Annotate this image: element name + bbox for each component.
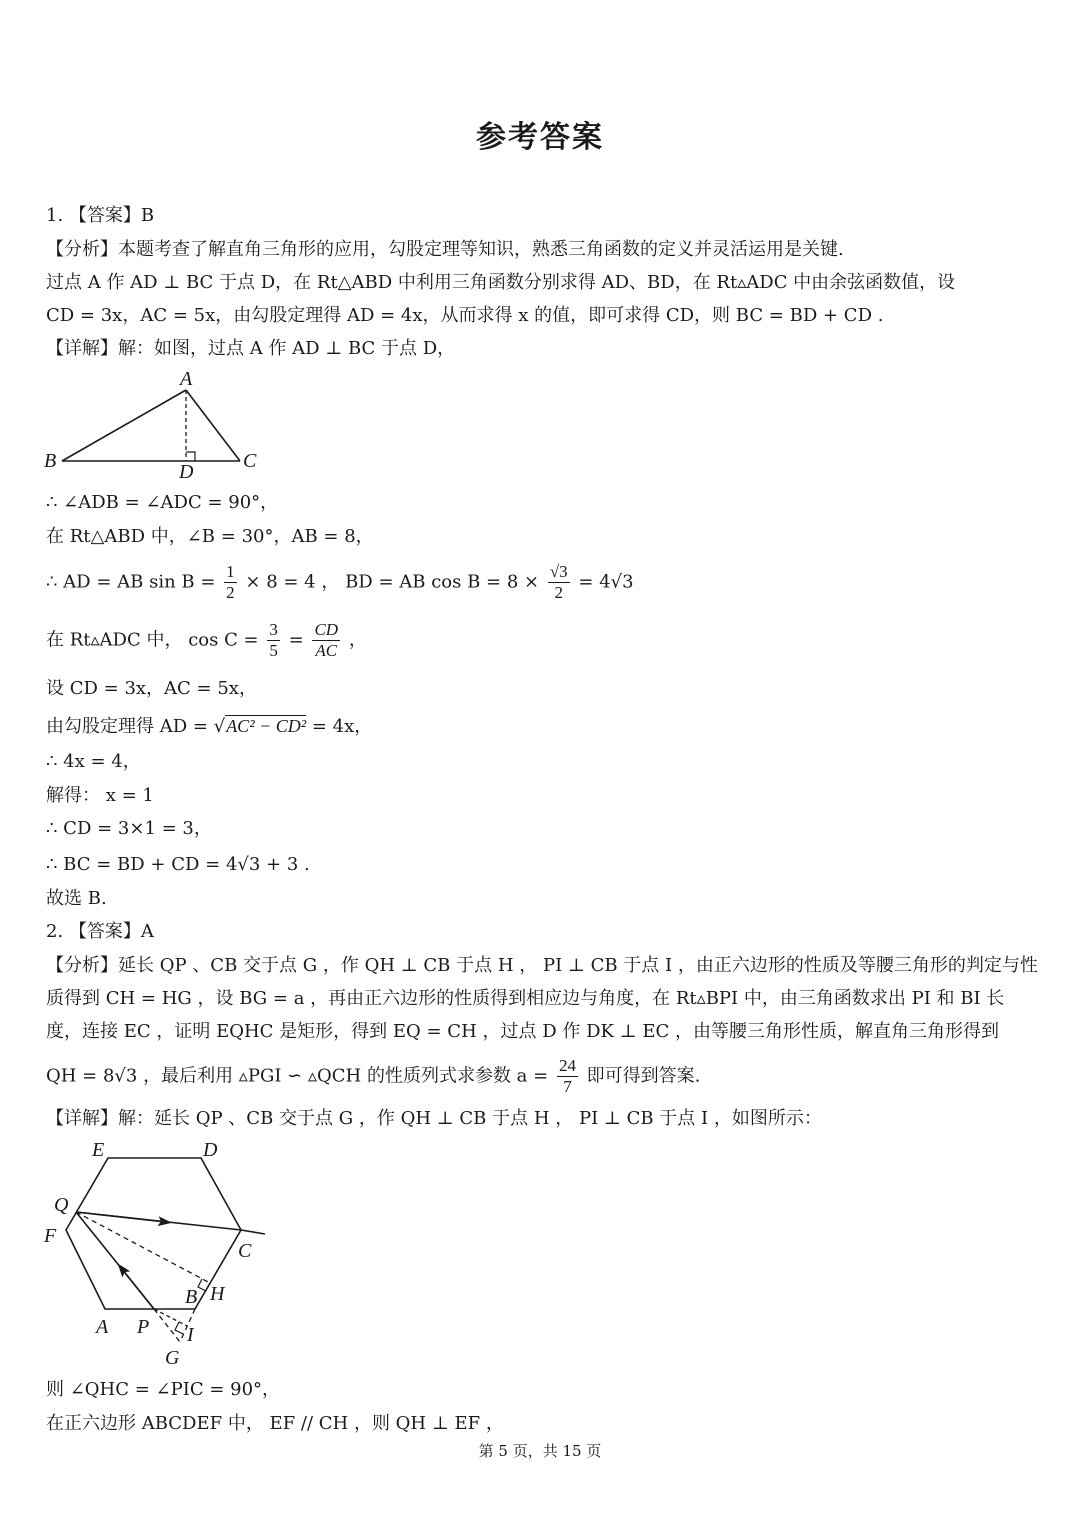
q1-step-6: [46, 714, 372, 739]
fraction-numerator: 3: [269, 620, 278, 639]
q1-analysis-line-2: 过点 A 作 AD ⊥ BC 于点 D，在 Rt△ABD 中利用三角函数分别求得 AD、BD，在 Rt▵ADC 中由余弦函数值，设: [46, 272, 956, 293]
q2-analysis-line-4-part-b: 即可得到答案.: [586, 1065, 701, 1087]
label-b: B: [185, 1286, 198, 1308]
label-p: P: [137, 1316, 150, 1338]
side-ab: [62, 390, 186, 461]
arrow-pq: [122, 1269, 154, 1309]
fraction-numerator: 24: [558, 1056, 576, 1075]
fraction-numerator: CD: [314, 620, 339, 639]
fraction-cd-over-ac: [312, 620, 340, 661]
label-b: B: [44, 450, 57, 472]
label-i: I: [187, 1324, 194, 1346]
q1-step-4-part-c: ，: [348, 629, 367, 651]
q2-analysis-line-1: 【分析】延长 QP 、CB 交于点 G ，作 QH ⊥ CB 于点 H ， PI ⊥ CB 于点 I ，由正六边形的性质及等腰三角形的判定与性: [46, 955, 1038, 976]
q1-step-4-part-b: =: [288, 629, 304, 651]
triangle-figure: [40, 366, 280, 486]
fraction-three-fifths: [267, 620, 280, 661]
q2-analysis-line-2: 质得到 CH = HG ，设 BG = a ，再由正六边形的性质得到相应边与角度，在 Rt▵BPI 中，由三角函数求出 PI 和 BI 长: [46, 988, 1005, 1009]
fraction-denominator: 5: [269, 641, 278, 660]
sqrt-radicand: AC² − CD²: [226, 716, 307, 736]
fraction-denominator: 7: [563, 1077, 572, 1096]
dashed-qh: [76, 1212, 210, 1283]
q1-step-5: 设 CD = 3x，AC = 5x，: [46, 678, 257, 699]
sqrt-sign: √: [213, 716, 226, 737]
q1-step-3: [46, 562, 634, 603]
q1-step-1: ∴ ∠ADB = ∠ADC = 90°，: [46, 492, 279, 513]
q2-analysis-line-4-part-a: QH = 8√3 ，最后利用 ▵PGI ∽ ▵QCH 的性质列式求参数 a =: [46, 1065, 549, 1087]
fraction-numerator: √3: [549, 562, 568, 581]
dashed-pg: [154, 1309, 180, 1342]
label-f: F: [44, 1225, 57, 1247]
hexagon-figure: [40, 1136, 300, 1376]
right-angle-mark: [186, 452, 195, 461]
label-d: D: [203, 1139, 218, 1161]
fraction-numerator: 1: [226, 562, 235, 581]
q1-step-6-part-a: 由勾股定理得 AD =: [46, 716, 208, 737]
q1-step-3-part-a: ∴ AD = AB sin B =: [46, 571, 216, 593]
q1-step-7: ∴ 4x = 4，: [46, 751, 141, 772]
line-extension-c: [241, 1230, 265, 1234]
label-d: D: [179, 461, 194, 483]
label-c: C: [243, 450, 257, 472]
q2-detail-intro: 【详解】解：延长 QP 、CB 交于点 G ，作 QH ⊥ CB 于点 H ， PI ⊥ CB 于点 I ，如图所示：: [46, 1108, 822, 1129]
fraction-root3-over-2: [548, 562, 570, 603]
page-title: 参考答案: [476, 120, 604, 155]
fraction-denominator: 2: [554, 583, 563, 602]
q1-step-4: [46, 620, 367, 661]
label-h: H: [210, 1283, 225, 1305]
q1-step-10: ∴ BC = BD + CD = 4√3 + 3 .: [46, 854, 310, 875]
q1-step-2: 在 Rt△ABD 中，∠B = 30°，AB = 8，: [46, 526, 374, 547]
q1-step-6-part-b: = 4x，: [311, 716, 373, 737]
q2-step-1: 则 ∠QHC = ∠PIC = 90°，: [46, 1379, 281, 1400]
q1-detail-intro: 【详解】解：如图，过点 A 作 AD ⊥ BC 于点 D，: [46, 338, 456, 359]
q2-analysis-line-4: [46, 1056, 700, 1097]
fraction-one-half: [224, 562, 237, 603]
q1-conclusion: 故选 B.: [46, 888, 107, 909]
side-ac: [186, 390, 240, 461]
label-q: Q: [54, 1194, 69, 1216]
label-c: C: [238, 1240, 252, 1262]
label-a: A: [180, 368, 193, 390]
arrow-qc: [76, 1212, 165, 1222]
page-footer: 第 5 页，共 15 页: [478, 1442, 602, 1460]
fraction-denominator: 2: [226, 583, 235, 602]
q2-answer: 2. 【答案】A: [46, 921, 154, 942]
fraction-24-over-7: [557, 1056, 578, 1097]
q1-step-3-part-c: = 4√3: [578, 571, 634, 593]
q1-step-9: ∴ CD = 3×1 = 3，: [46, 818, 212, 839]
q1-step-4-part-a: 在 Rt▵ADC 中， cos C =: [46, 629, 259, 651]
label-g: G: [165, 1347, 180, 1369]
label-e: E: [92, 1139, 105, 1161]
q1-analysis-line-3: CD = 3x，AC = 5x，由勾股定理得 AD = 4x，从而求得 x 的值，即可求得 CD，则 BC = BD + CD .: [46, 305, 884, 326]
q1-answer: 1. 【答案】B: [46, 205, 155, 226]
q1-analysis-line-1: 【分析】本题考查了解直角三角形的应用，勾股定理等知识，熟悉三角函数的定义并灵活运用是关键.: [46, 239, 844, 260]
label-a: A: [96, 1316, 109, 1338]
q2-step-2: 在正六边形 ABCDEF 中， EF // CH ，则 QH ⊥ EF ，: [46, 1413, 504, 1434]
fraction-denominator: AC: [315, 641, 338, 660]
dashed-pi: [154, 1309, 187, 1326]
q1-step-3-part-b: × 8 = 4 ， BD = AB cos B = 8 ×: [245, 571, 540, 593]
q1-step-8: 解得： x = 1: [46, 785, 154, 806]
q2-analysis-line-3: 度，连接 EC ，证明 EQHC 是矩形，得到 EQ = CH ，过点 D 作 DK ⊥ EC ，由等腰三角形性质，解直角三角形得到: [46, 1021, 999, 1042]
